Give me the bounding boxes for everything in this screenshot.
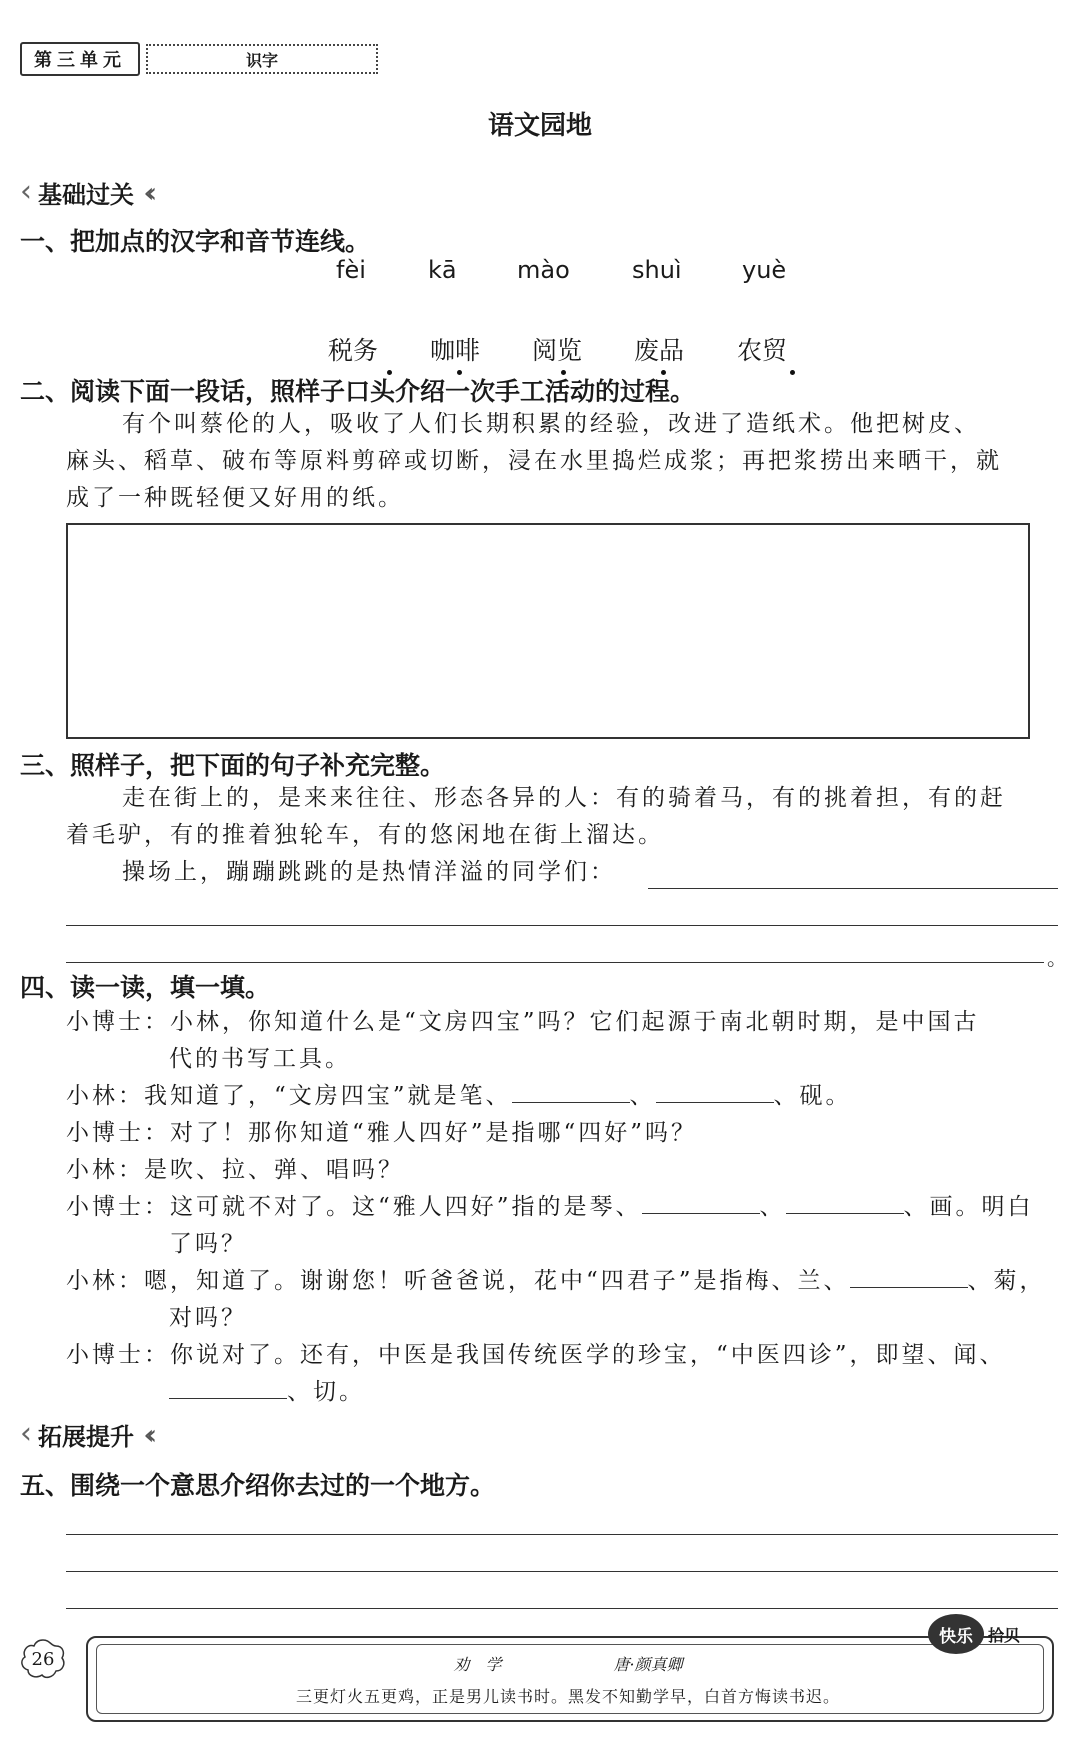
page-title: 语文园地 (487, 111, 592, 141)
prompt-line: 操场上，蹦蹦跳跳的是热情洋溢的同学们： (122, 859, 616, 885)
word-item: 废品 (634, 336, 685, 365)
end-mark: 。 (1047, 946, 1067, 970)
dialog-line (66, 1078, 1056, 1115)
fill-blank[interactable] (642, 1191, 760, 1214)
answer-line[interactable] (648, 888, 1058, 889)
question-3-title: 三、照样子，把下面的句子补充完整。 (20, 751, 446, 780)
writing-line[interactable] (66, 1534, 1058, 1535)
passage-line: 有个叫蔡伦的人，吸收了人们长期积累的经验，改进了造纸术。他把树皮、 (122, 411, 980, 437)
pinyin-item: fèi (336, 256, 366, 284)
writing-line[interactable] (66, 1608, 1058, 1609)
pinyin-item: kā (428, 256, 457, 284)
question-5-title: 五、围绕一个意思介绍你去过的一个地方。 (20, 1471, 496, 1500)
answer-line[interactable] (66, 925, 1058, 926)
word-row (0, 331, 1080, 371)
question-4-title: 四、读一读，填一填。 (20, 973, 271, 1002)
passage-line: 成了一种既轻便又好用的纸。 (66, 485, 404, 511)
fill-blank[interactable] (786, 1191, 904, 1214)
section-label: 拓展提升 (38, 1422, 134, 1451)
fill-blank[interactable] (850, 1265, 968, 1288)
dialog-text: 小林：我知道了，“文房四宝”就是笔、 (66, 1083, 512, 1109)
footer-poem-box (86, 1636, 1054, 1722)
example-line: 着毛驴，有的推着独轮车，有的悠闲地在街上溜达。 (66, 822, 664, 848)
question-2-title: 二、阅读下面一段话，照样子口头介绍一次手工活动的过程。 (20, 377, 696, 406)
writing-line[interactable] (66, 1571, 1058, 1572)
answer-box[interactable] (66, 523, 1030, 739)
poem-title: 劝 学 唐·颜真卿 (453, 1655, 683, 1674)
page-number (18, 1637, 68, 1681)
dialog-text: 小林：嗯，知道了。谢谢您！听爸爸说，花中“四君子”是指梅、兰、 (66, 1268, 850, 1294)
poem-line: 三更灯火五更鸡，正是男儿读书时。黑发不知勤学早，白首方悔读书迟。 (295, 1687, 840, 1706)
dialog-text: 、砚。 (773, 1083, 852, 1109)
dialog-line (66, 1374, 1056, 1411)
dialog-line: 小博士：小林，你知道什么是“文房四宝”吗？它们起源于南北朝时期，是中国古 (66, 1009, 980, 1035)
passage-line: 麻头、稻草、破布等原料剪碎或切断，浸在水里捣烂成浆；再把浆捞出来晒干，就 (66, 448, 1002, 474)
dialog-text: 小博士：这可就不对了。这“雅人四好”指的是琴、 (66, 1194, 642, 1220)
section-banner-extend (20, 1416, 146, 1452)
dialog-text: 、菊， (967, 1268, 1046, 1294)
word-item: 税务 (328, 336, 379, 365)
brand-text: 拾贝 (988, 1625, 1021, 1645)
example-line: 走在街上的，是来来往往、形态各异的人：有的骑着马，有的挑着担，有的赶 (122, 785, 1006, 811)
dialog-line (66, 1263, 1056, 1300)
pinyin-item: mào (517, 256, 570, 284)
chevron-left-icon: ‹ (20, 1416, 32, 1451)
topic-label: 识字 (146, 44, 378, 74)
dialog-text: 、 (759, 1194, 786, 1220)
dialog-line: 小博士：对了！那你知道“雅人四好”是指哪“四好”吗？ (66, 1120, 698, 1146)
passage (66, 406, 1056, 517)
section-banner-basic (20, 174, 146, 210)
question-1-title: 一、把加点的汉字和音节连线。 (20, 227, 371, 256)
dialog-line: 小林：是吹、拉、弹、唱吗？ (66, 1157, 404, 1183)
example-sentence (66, 780, 1056, 891)
dialog-line: 对吗？ (169, 1305, 247, 1331)
dialog-line: 代的书写工具。 (169, 1046, 351, 1072)
answer-line[interactable] (66, 962, 1044, 963)
emphasis-dot (790, 370, 795, 375)
fill-blank[interactable] (169, 1376, 287, 1399)
pinyin-item: shuì (632, 256, 682, 284)
unit-tag: 第三单元 (20, 42, 140, 76)
fill-blank[interactable] (512, 1080, 630, 1103)
fill-blank[interactable] (656, 1080, 774, 1103)
word-item: 农贸 (737, 336, 788, 365)
word-item: 阅览 (532, 336, 583, 365)
page-number-text: 26 (31, 1648, 55, 1670)
pinyin-row (0, 256, 1080, 296)
brand-badge (928, 1614, 1058, 1654)
pinyin-item: yuè (742, 256, 787, 284)
word-item: 咖啡 (430, 336, 481, 365)
dialog (66, 1004, 1056, 1411)
dialog-text: 、 (629, 1083, 656, 1109)
dialog-line: 了吗？ (169, 1231, 247, 1257)
dialog-text: 、切。 (287, 1379, 365, 1405)
section-label: 基础过关 (38, 180, 134, 209)
chevron-left-icon: ‹ (20, 174, 32, 209)
dialog-line (66, 1189, 1056, 1226)
dialog-text: 、画。明白 (903, 1194, 1034, 1220)
dialog-line: 小博士：你说对了。还有，中医是我国传统医学的珍宝，“中医四诊”，即望、闻、 (66, 1342, 1006, 1368)
brand-bubble: 快乐 (928, 1614, 984, 1654)
